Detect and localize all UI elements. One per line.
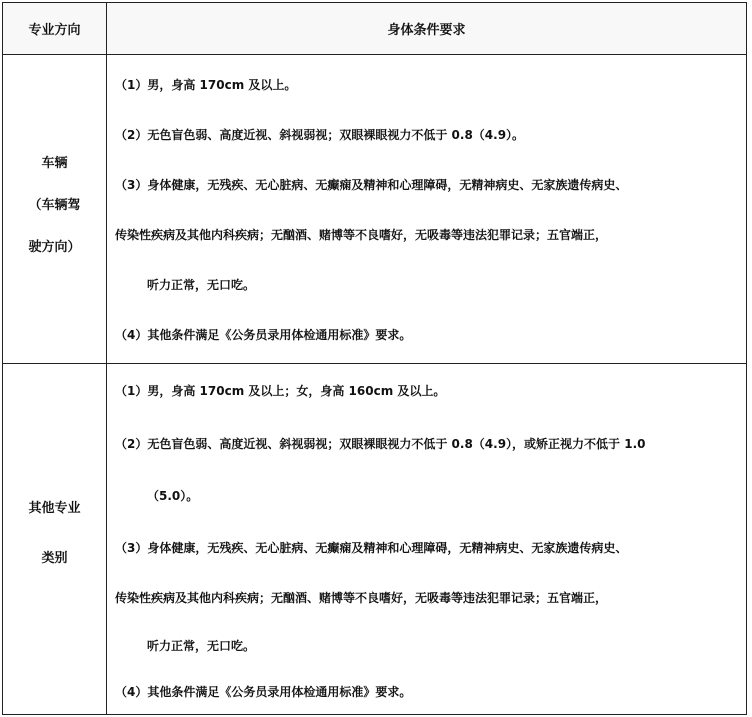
requirement-item-continuation: （5.0）。 bbox=[147, 489, 199, 503]
requirement-item-continuation: 听力正常，无口吃。 bbox=[147, 639, 256, 653]
category-line: 驶方向） bbox=[28, 240, 81, 256]
category-line: （车辆驾 bbox=[28, 197, 81, 213]
table-row-vehicle bbox=[3, 55, 747, 364]
category-cell-other bbox=[3, 364, 107, 715]
requirement-item: （3）身体健康，无残疾、无心脏病、无癫痫及精神和心理障碍，无精神病史、无家族遗传病史、 bbox=[115, 177, 628, 192]
requirements-cell-other bbox=[107, 364, 747, 715]
requirement-item-continuation: 听力正常，无口吃。 bbox=[147, 277, 256, 292]
header-physical-requirements: 身体条件要求 bbox=[107, 3, 747, 55]
header-major-direction: 专业方向 bbox=[3, 3, 107, 55]
category-line: 类别 bbox=[41, 551, 68, 566]
table-row-other bbox=[3, 364, 747, 715]
requirement-item-continuation: 传染性疾病及其他内科疾病；无酗酒、赌博等不良嗜好，无吸毒等违法犯罪记录；五官端正， bbox=[115, 227, 608, 242]
category-line: 车辆 bbox=[41, 155, 68, 171]
requirement-item: （1）男，身高 170cm 及以上。 bbox=[115, 77, 297, 92]
table-header-row bbox=[3, 3, 747, 55]
requirement-item-continuation: 传染性疾病及其他内科疾病；无酗酒、赌博等不良嗜好，无吸毒等违法犯罪记录；五官端正， bbox=[115, 591, 608, 605]
requirement-item: （1）男，身高 170cm 及以上；女，身高 160cm 及以上。 bbox=[115, 384, 446, 398]
requirement-item: （4）其他条件满足《公务员录用体检通用标准》要求。 bbox=[115, 685, 412, 699]
requirements-cell-vehicle bbox=[107, 55, 747, 364]
requirement-item: （4）其他条件满足《公务员录用体检通用标准》要求。 bbox=[115, 327, 412, 342]
requirement-item: （2）无色盲色弱、高度近视、斜视弱视；双眼裸眼视力不低于 0.8（4.9），或矫正视力不低于 1.0 bbox=[115, 437, 646, 451]
requirements-table bbox=[2, 2, 747, 715]
category-line: 其他专业 bbox=[28, 500, 81, 516]
requirement-item: （2）无色盲色弱、高度近视、斜视弱视；双眼裸眼视力不低于 0.8（4.9）。 bbox=[115, 127, 525, 142]
requirement-item: （3）身体健康，无残疾、无心脏病、无癫痫及精神和心理障碍，无精神病史、无家族遗传病史、 bbox=[115, 541, 628, 555]
